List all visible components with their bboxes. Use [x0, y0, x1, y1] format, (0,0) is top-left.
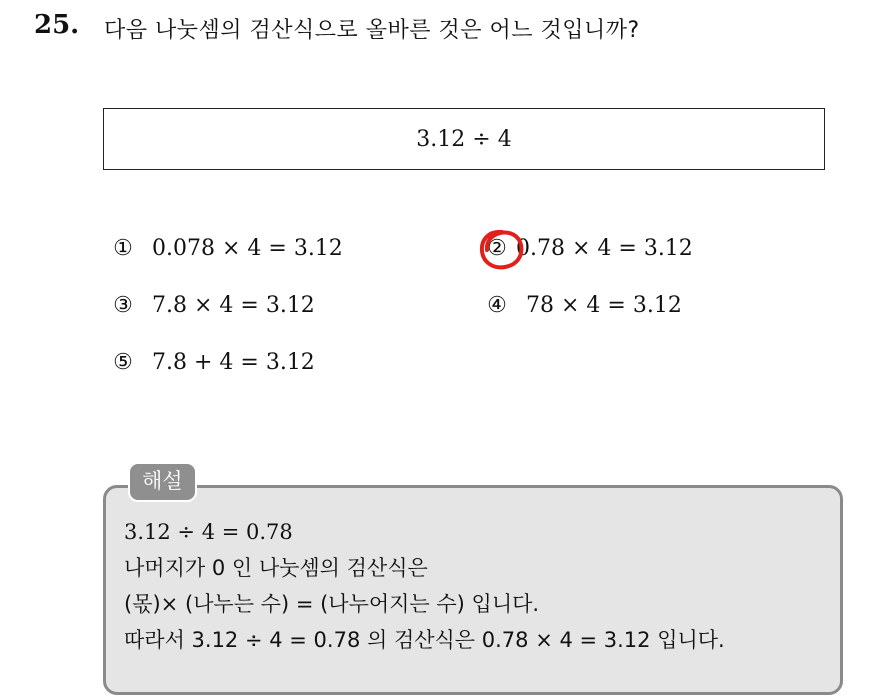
choice-1-mark: ①	[113, 236, 133, 261]
choice-2[interactable]	[484, 236, 693, 261]
solution-line: 나머지가 0 인 나눗셈의 검산식은	[124, 556, 428, 580]
choice-2-mark: ②	[487, 236, 507, 261]
choice-3-expression: 7.8 × 4 = 3.12	[152, 293, 315, 318]
choice-5[interactable]	[110, 350, 315, 375]
solution-line: 따라서 3.12 ÷ 4 = 0.78 의 검산식은 0.78 × 4 = 3.12 입니다.	[124, 628, 725, 652]
choice-1-expression: 0.078 × 4 = 3.12	[152, 236, 343, 261]
choice-5-expression: 7.8 + 4 = 3.12	[152, 350, 315, 375]
expression-box	[103, 108, 825, 170]
choice-4-expression: 78 × 4 = 3.12	[526, 293, 682, 318]
solution-text	[124, 514, 725, 658]
choice-5-mark: ⑤	[113, 350, 133, 375]
question-text: 다음 나눗셈의 검산식으로 올바른 것은 어느 것입니까?	[104, 18, 640, 43]
choice-3[interactable]	[110, 293, 315, 318]
choice-3-mark: ③	[113, 293, 133, 318]
solution-line: (몫)× (나누는 수) = (나누어지는 수) 입니다.	[124, 592, 540, 616]
solution-line: 3.12 ÷ 4 = 0.78	[124, 520, 293, 544]
choice-4[interactable]	[484, 293, 682, 318]
choice-4-mark: ④	[487, 293, 507, 318]
choice-2-expression: 0.78 × 4 = 3.12	[516, 236, 693, 261]
question-number: 25.	[34, 10, 80, 40]
solution-label: 해설	[128, 462, 197, 502]
choice-1[interactable]	[110, 236, 343, 261]
expression: 3.12 ÷ 4	[416, 126, 512, 152]
